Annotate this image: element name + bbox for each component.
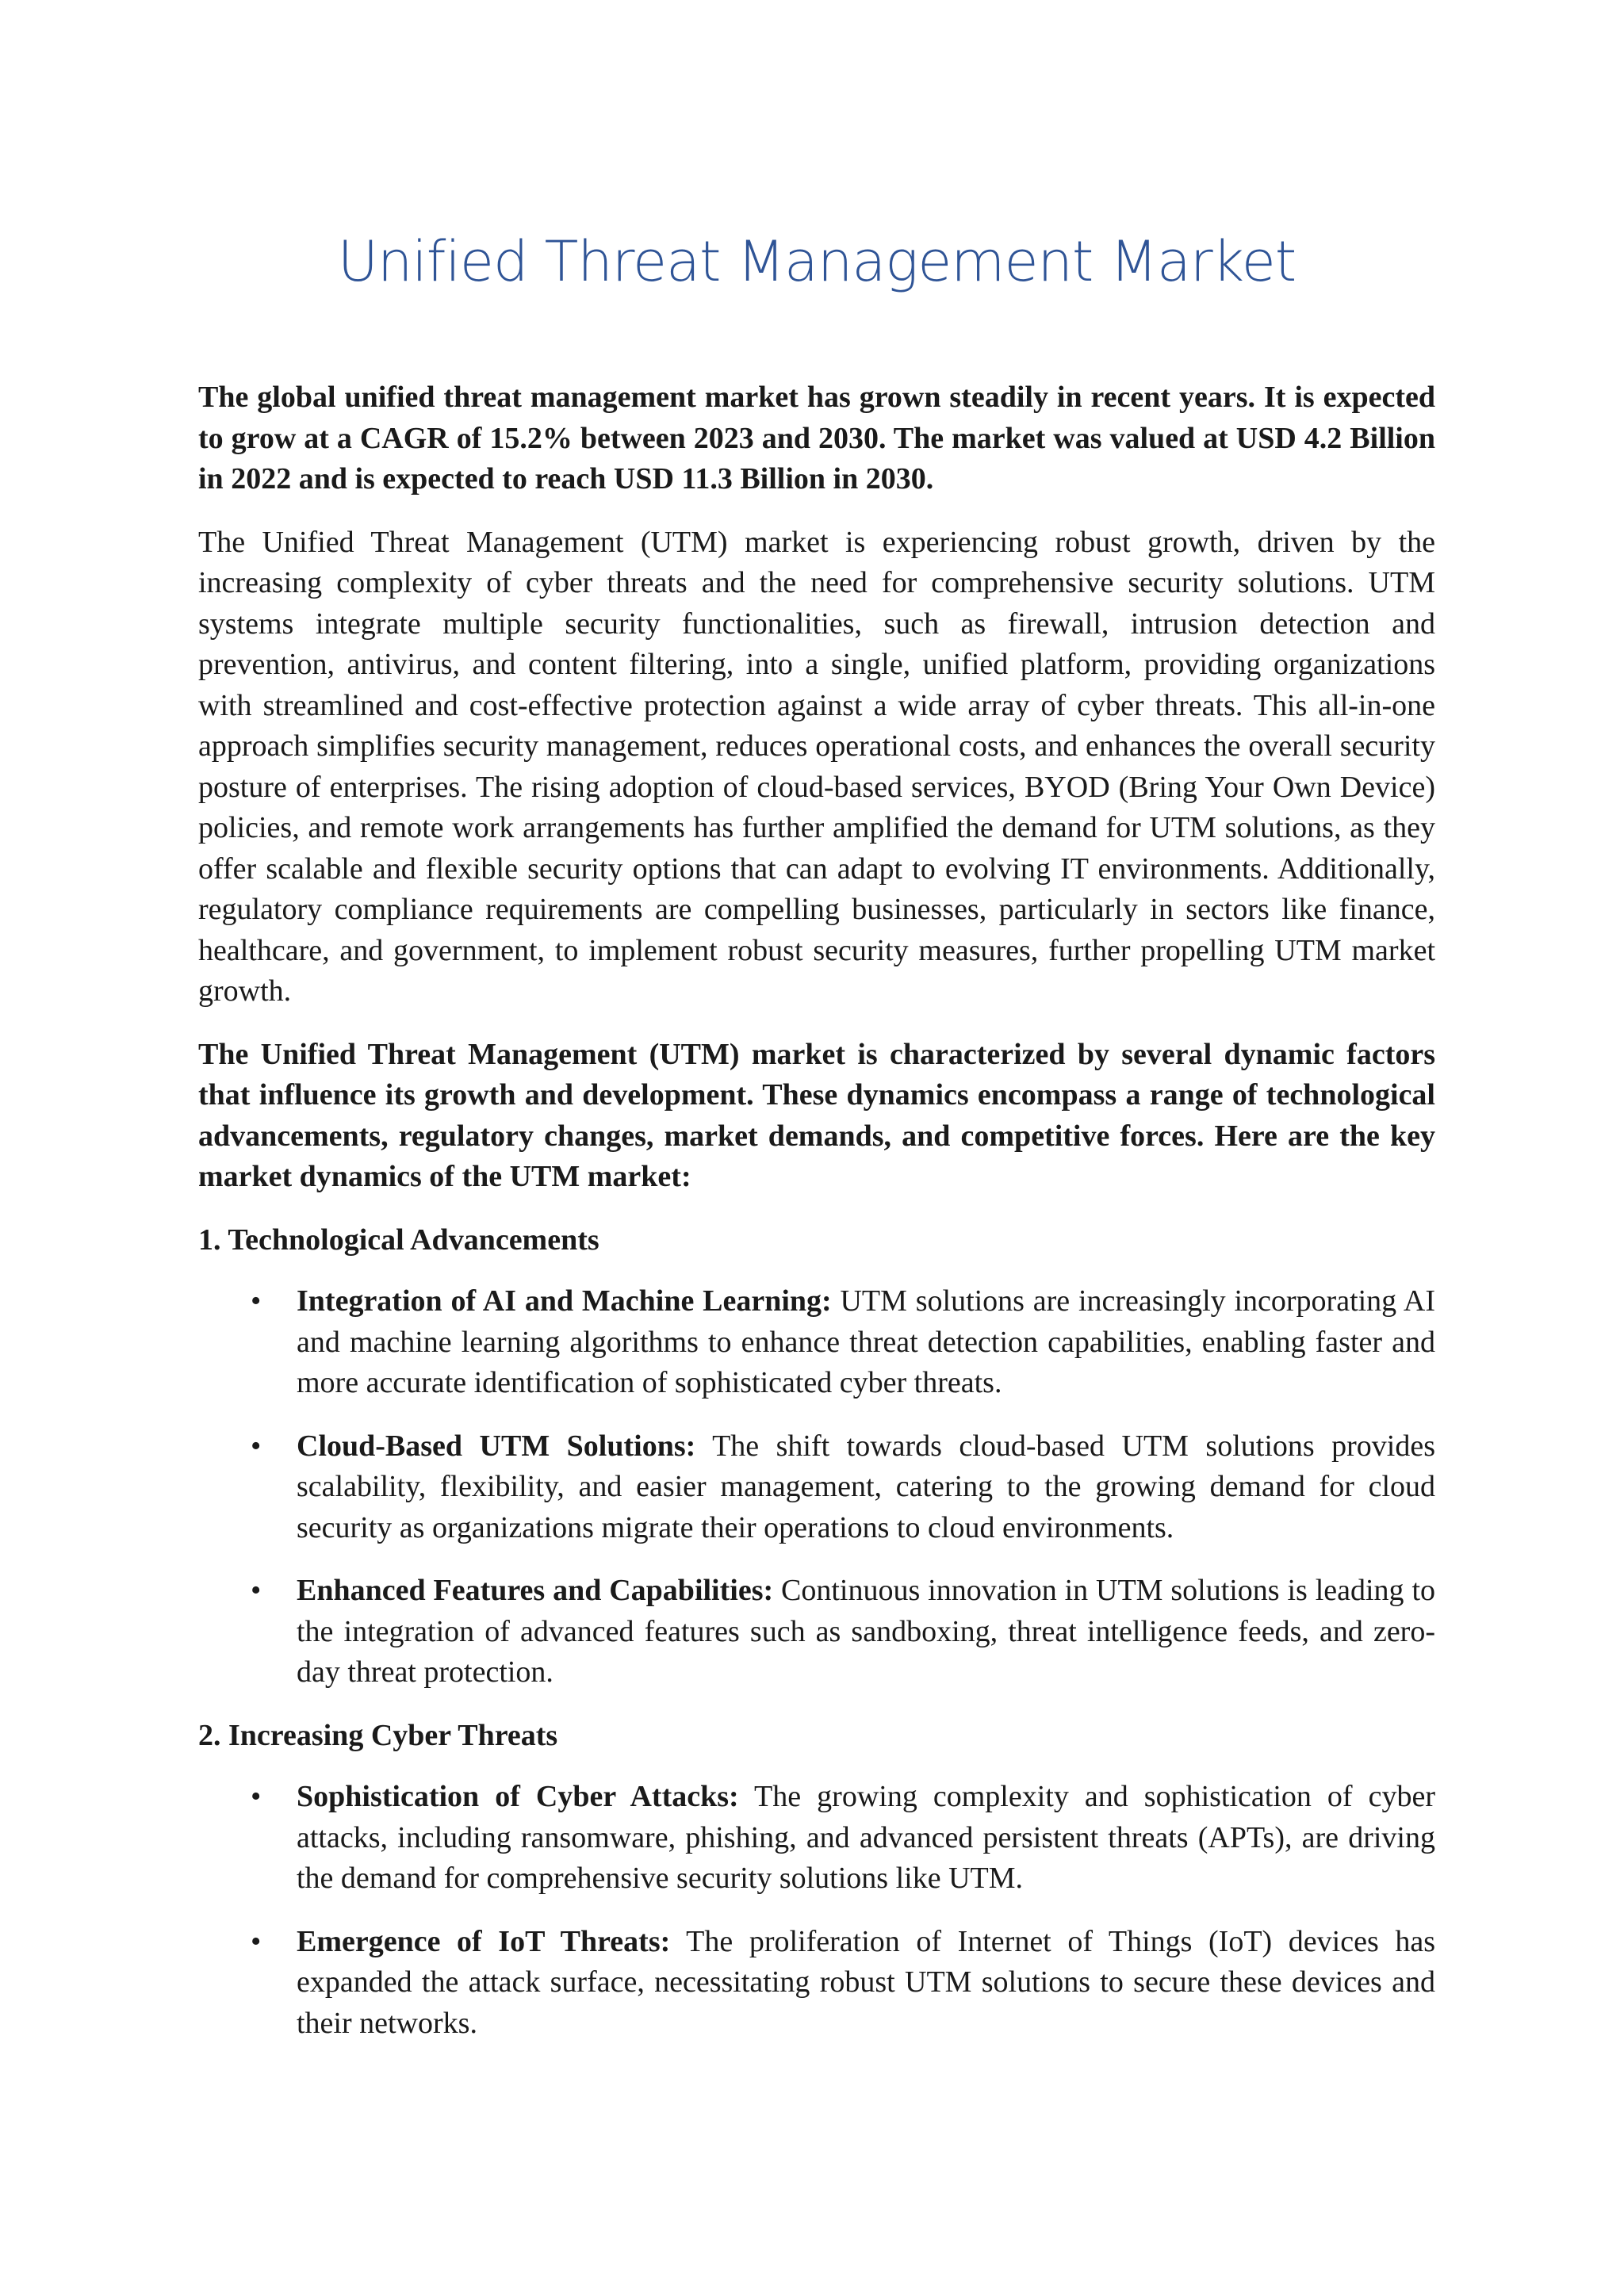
- bullet-icon: •: [251, 1574, 262, 1607]
- section-heading-cyber-threats: 2. Increasing Cyber Threats: [198, 1718, 558, 1752]
- intro-summary: The global unified threat management market has grown steadily in recent years. It is expected to grow at a CAGR of 15.2% between 2023 and 2030. The market was valued at USD 4.2 Billion in 2022 and is expected to reach USD 11.3 Billion in 2030.: [198, 381, 1435, 496]
- bullet-icon: •: [251, 1284, 262, 1318]
- item-text: The proliferation of Internet of Things (IoT) devices has expanded the attack surface, necessitating robust UTM solutions to secure these devices and their networks.: [297, 1924, 1435, 2040]
- item-text: The growing complexity and sophistication of cyber attacks, including ransomware, phishing, and advanced persistent threats (APTs), are driving the demand for comprehensive security solutions like UTM.: [297, 1780, 1436, 1895]
- list-item: [198, 1777, 1435, 1900]
- dynamics-intro: The Unified Threat Management (UTM) market is characterized by several dynamic factors that influence its growth and development. These dynamics encompass a range of technological advancements, regulatory changes, market demands, and competitive forces. Here are the key market dynamics of the UTM market:: [198, 1037, 1435, 1193]
- bullet-icon: •: [251, 1429, 262, 1463]
- item-text: The shift towards cloud-based UTM solutions provides scalability, flexibility, and easier management, catering to the growing demand for cloud security as organizations migrate their operations to cloud environments.: [297, 1429, 1436, 1544]
- list-item: [198, 1922, 1435, 2045]
- cyber-threats-list: [198, 1777, 1435, 2044]
- item-label: Integration of AI and Machine Learning:: [297, 1284, 832, 1318]
- item-label: Enhanced Features and Capabilities:: [297, 1574, 774, 1607]
- item-label: Cloud-Based UTM Solutions:: [297, 1429, 696, 1463]
- document-content: [198, 377, 1435, 2066]
- item-text: Continuous innovation in UTM solutions is leading to the integration of advanced features such as sandboxing, threat intelligence feeds, and zero-day threat protection.: [297, 1574, 1435, 1689]
- bullet-icon: •: [251, 1924, 262, 1958]
- list-item: [198, 1426, 1435, 1549]
- item-label: Emergence of IoT Threats:: [297, 1924, 671, 1958]
- bullet-icon: •: [251, 1780, 262, 1813]
- technological-list: [198, 1281, 1435, 1693]
- item-text: UTM solutions are increasingly incorporating AI and machine learning algorithms to enhance threat detection capabilities, enabling faster and more accurate identification of sophisticated cyber threats.: [297, 1284, 1435, 1399]
- body-paragraph: The Unified Threat Management (UTM) market is experiencing robust growth, driven by the increasing complexity of cyber threats and the need for comprehensive security solutions. UTM systems integrate multiple security functionalities, such as firewall, intrusion detection and prevention, antivirus, and content filtering, into a single, unified platform, providing organizations with streamlined and cost-effective protection against a wide array of cyber threats. This all-in-one approach simplifies security management, reduces operational costs, and enhances the overall security posture of enterprises. The rising adoption of cloud-based services, BYOD (Bring Your Own Device) policies, and remote work arrangements has further amplified the demand for UTM solutions, as they offer scalable and flexible security options that can adapt to evolving IT environments. Additionally, regulatory compliance requirements are compelling businesses, particularly in sectors like finance, healthcare, and government, to implement robust security measures, further propelling UTM market growth.: [198, 525, 1435, 1008]
- item-label: Sophistication of Cyber Attacks:: [297, 1780, 739, 1813]
- section-heading-technological: 1. Technological Advancements: [198, 1223, 599, 1257]
- list-item: [198, 1571, 1435, 1693]
- page-title: Unified Threat Management Market: [337, 229, 1297, 294]
- list-item: [198, 1281, 1435, 1404]
